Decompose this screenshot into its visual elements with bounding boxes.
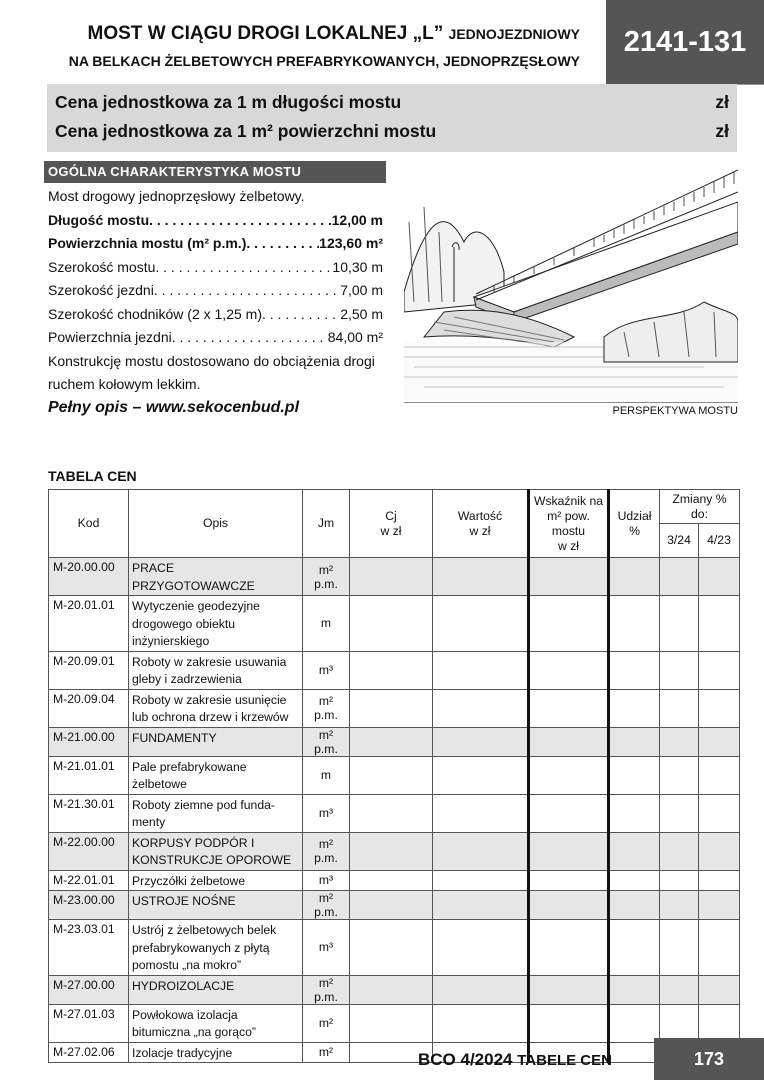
cell-opis: Roboty ziemne pod funda-menty	[129, 794, 303, 832]
cell-zmiany-b	[699, 756, 740, 794]
table-row	[49, 1004, 740, 1042]
price-unit: zł	[715, 121, 729, 141]
cell-kod: M-27.00.00	[49, 975, 129, 1004]
cell-wartosc	[433, 891, 529, 920]
cell-jm: m	[303, 596, 350, 652]
cell-zmiany-a	[660, 794, 699, 832]
unit-price-box	[47, 84, 737, 152]
cell-zmiany-a	[660, 651, 699, 689]
cell-udzial	[609, 1042, 660, 1063]
cell-wskaznik	[529, 975, 609, 1004]
characteristics-body	[48, 185, 383, 397]
cell-zmiany-b	[699, 689, 740, 727]
characteristics-note: Konstrukcję mostu dostosowano do obciążenia drogi ruchem kołowym lekkim.	[48, 352, 375, 392]
cell-wskaznik	[529, 596, 609, 652]
cell-wskaznik	[529, 689, 609, 727]
title-main: MOST W CIĄGU DROGI LOKALNEJ „L”	[87, 23, 444, 44]
bridge-perspective-sketch	[404, 162, 738, 400]
col-udzial: Udział %	[609, 490, 660, 558]
cell-cj	[350, 689, 433, 727]
table-row	[49, 727, 740, 756]
cell-kod: M-21.30.01	[49, 794, 129, 832]
cell-wskaznik	[529, 558, 609, 596]
cell-udzial	[609, 794, 660, 832]
cell-wartosc	[433, 832, 529, 870]
cell-jm: m	[303, 756, 350, 794]
price-per-length	[55, 92, 729, 113]
image-caption: PERSPEKTYWA MOSTU	[404, 402, 738, 417]
cell-jm: m³	[303, 920, 350, 976]
table-row	[49, 558, 740, 596]
cell-zmiany-b	[699, 596, 740, 652]
table-row	[49, 689, 740, 727]
cell-wartosc	[433, 756, 529, 794]
cell-zmiany-b	[699, 727, 740, 756]
col-cj: Cj w zł	[350, 490, 433, 558]
cell-zmiany-a	[660, 920, 699, 976]
col-zmiany-a: 3/24	[660, 524, 699, 558]
cell-kod: M-20.09.04	[49, 689, 129, 727]
cell-kod: M-23.03.01	[49, 920, 129, 976]
cell-opis: FUNDAMENTY	[129, 727, 303, 756]
cell-udzial	[609, 920, 660, 976]
cell-wskaznik	[529, 832, 609, 870]
cell-wartosc	[433, 689, 529, 727]
title-line2: NA BELKACH ŻELBETOWYCH PREFABRYKOWANYCH, JEDNOPRZĘSŁOWY	[68, 53, 580, 69]
cell-opis: Pale prefabrykowane żelbetowe	[129, 756, 303, 794]
cell-wskaznik	[529, 651, 609, 689]
cell-zmiany-a	[660, 891, 699, 920]
cell-udzial	[609, 756, 660, 794]
cell-wartosc	[433, 651, 529, 689]
price-unit: zł	[715, 92, 729, 112]
cell-zmiany-b	[699, 920, 740, 976]
col-zmiany-b: 4/23	[699, 524, 740, 558]
cell-wartosc	[433, 870, 529, 891]
cell-opis: HYDROIZOLACJE	[129, 975, 303, 1004]
cell-zmiany-a	[660, 975, 699, 1004]
cell-jm: m² p.m.	[303, 558, 350, 596]
cell-udzial	[609, 651, 660, 689]
cell-jm: m²	[303, 1042, 350, 1063]
cell-kod: M-23.00.00	[49, 891, 129, 920]
cell-jm: m² p.m.	[303, 832, 350, 870]
cell-opis: PRACE PRZYGOTOWAWCZE	[129, 558, 303, 596]
cell-udzial	[609, 558, 660, 596]
cell-opis: Powłokowa izolacja bitumiczna „na gorąco”	[129, 1004, 303, 1042]
cell-kod: M-20.09.01	[49, 651, 129, 689]
cell-zmiany-b	[699, 891, 740, 920]
cell-jm: m² p.m.	[303, 891, 350, 920]
cell-udzial	[609, 891, 660, 920]
cell-udzial	[609, 975, 660, 1004]
cell-cj	[350, 975, 433, 1004]
cell-kod: M-22.01.01	[49, 870, 129, 891]
cell-wskaznik	[529, 920, 609, 976]
col-zmiany: Zmiany % do:	[660, 490, 740, 524]
document-title	[60, 22, 580, 72]
char-row-bridge-width: Szerokość mostu . . . 10,30 m	[48, 256, 383, 280]
table-row	[49, 870, 740, 891]
cell-jm: m² p.m.	[303, 689, 350, 727]
cell-kod: M-20.01.01	[49, 596, 129, 652]
cell-jm: m² p.m.	[303, 975, 350, 1004]
table-row	[49, 651, 740, 689]
cell-wskaznik	[529, 870, 609, 891]
cell-wartosc	[433, 558, 529, 596]
cell-opis: Przyczółki żelbetowe	[129, 870, 303, 891]
cell-jm: m³	[303, 651, 350, 689]
cell-zmiany-a	[660, 832, 699, 870]
col-opis: Opis	[129, 490, 303, 558]
table-row	[49, 794, 740, 832]
cell-zmiany-a	[660, 756, 699, 794]
cell-zmiany-a	[660, 596, 699, 652]
cell-kod: M-22.00.00	[49, 832, 129, 870]
website-link[interactable]: Pełny opis – www.sekocenbud.pl	[48, 399, 300, 416]
col-kod: Kod	[49, 490, 129, 558]
cell-opis: Wytyczenie geodezyjne drogowego obiektu inżynierskiego	[129, 596, 303, 652]
title-small: JEDNOJEZDNIOWY	[448, 26, 580, 42]
cell-zmiany-b	[699, 794, 740, 832]
cell-zmiany-b	[699, 558, 740, 596]
cell-jm: m³	[303, 870, 350, 891]
footer-title: BCO 4/2024 TABELE CEN	[418, 1050, 612, 1069]
cell-cj	[350, 727, 433, 756]
cell-zmiany-b	[699, 975, 740, 1004]
cell-wartosc	[433, 920, 529, 976]
cell-wskaznik	[529, 1004, 609, 1042]
table-row	[49, 832, 740, 870]
cell-zmiany-a	[660, 870, 699, 891]
cell-cj	[350, 832, 433, 870]
cell-jm: m³	[303, 794, 350, 832]
cell-cj	[350, 558, 433, 596]
table-row	[49, 756, 740, 794]
cell-wartosc	[433, 1004, 529, 1042]
cell-opis: Roboty w zakresie usuwania gleby i zadrzewienia	[129, 651, 303, 689]
cell-cj	[350, 1004, 433, 1042]
cell-kod: M-21.00.00	[49, 727, 129, 756]
cell-zmiany-b	[699, 651, 740, 689]
cell-udzial	[609, 870, 660, 891]
cell-wskaznik	[529, 756, 609, 794]
cell-wskaznik	[529, 891, 609, 920]
char-row-road-area: Powierzchnia jezdni . . . 84,00 m²	[48, 326, 383, 350]
cell-opis: USTROJE NOŚNE	[129, 891, 303, 920]
cell-zmiany-b	[699, 1004, 740, 1042]
cell-kod: M-20.00.00	[49, 558, 129, 596]
char-row-road-width: Szerokość jezdni . . . 7,00 m	[48, 279, 383, 303]
table-row	[49, 596, 740, 652]
cell-jm: m² p.m.	[303, 727, 350, 756]
col-wartosc: Wartość w zł	[433, 490, 529, 558]
cell-wartosc	[433, 727, 529, 756]
price-label: Cena jednostkowa za 1 m² powierzchni mostu	[55, 121, 437, 141]
characteristics-intro: Most drogowy jednoprzęsłowy żelbetowy.	[48, 188, 305, 204]
cell-wskaznik	[529, 794, 609, 832]
cell-cj	[350, 756, 433, 794]
cell-kod: M-21.01.01	[49, 756, 129, 794]
cell-cj	[350, 596, 433, 652]
cell-udzial	[609, 596, 660, 652]
cell-udzial	[609, 832, 660, 870]
cell-cj	[350, 920, 433, 976]
cell-opis: Roboty w zakresie usunięcie lub ochrona drzew i krzewów	[129, 689, 303, 727]
cell-kod: M-27.02.06	[49, 1042, 129, 1063]
price-label: Cena jednostkowa za 1 m długości mostu	[55, 92, 402, 112]
table-row	[49, 891, 740, 920]
cell-cj	[350, 651, 433, 689]
cell-zmiany-a	[660, 689, 699, 727]
cell-zmiany-a	[660, 727, 699, 756]
cell-zmiany-a	[660, 1004, 699, 1042]
price-per-area	[55, 121, 729, 142]
cell-opis: Ustrój z żelbetowych belek prefabrykowanych z płytą pomostu „na mokro”	[129, 920, 303, 976]
char-row-length: Długość mostu . . . 12,00 m	[48, 209, 383, 233]
cell-zmiany-b	[699, 832, 740, 870]
cell-zmiany-a	[660, 558, 699, 596]
cell-cj	[350, 794, 433, 832]
cell-opis: KORPUSY PODPÓR I KONSTRUKCJE OPOROWE	[129, 832, 303, 870]
price-table	[48, 489, 740, 1063]
cell-wskaznik	[529, 727, 609, 756]
table-row	[49, 920, 740, 976]
cell-udzial	[609, 727, 660, 756]
catalog-code: 2141-131	[606, 0, 764, 84]
characteristics-heading: OGÓLNA CHARAKTERYSTYKA MOSTU	[44, 161, 386, 183]
table-row	[49, 975, 740, 1004]
cell-wartosc	[433, 794, 529, 832]
page-number: 173	[654, 1038, 764, 1080]
cell-cj	[350, 891, 433, 920]
col-wskaznik: Wskaźnik na m² pow. mostu w zł	[529, 490, 609, 558]
cell-wartosc	[433, 596, 529, 652]
char-row-area: Powierzchnia mostu (m² p.m.) . . . 123,60 m²	[48, 232, 383, 256]
table-row	[49, 1042, 740, 1063]
cell-wartosc	[433, 975, 529, 1004]
table-title: TABELA CEN	[48, 468, 137, 484]
cell-jm: m²	[303, 1004, 350, 1042]
table-body	[49, 558, 740, 1063]
cell-opis: Izolacje tradycyjne	[129, 1042, 303, 1063]
cell-zmiany-b	[699, 870, 740, 891]
cell-udzial	[609, 1004, 660, 1042]
cell-cj	[350, 870, 433, 891]
char-row-sidewalk-width: Szerokość chodników (2 x 1,25 m) . . . 2,50 m	[48, 303, 383, 327]
cell-udzial	[609, 689, 660, 727]
col-jm: Jm	[303, 490, 350, 558]
cell-kod: M-27.01.03	[49, 1004, 129, 1042]
